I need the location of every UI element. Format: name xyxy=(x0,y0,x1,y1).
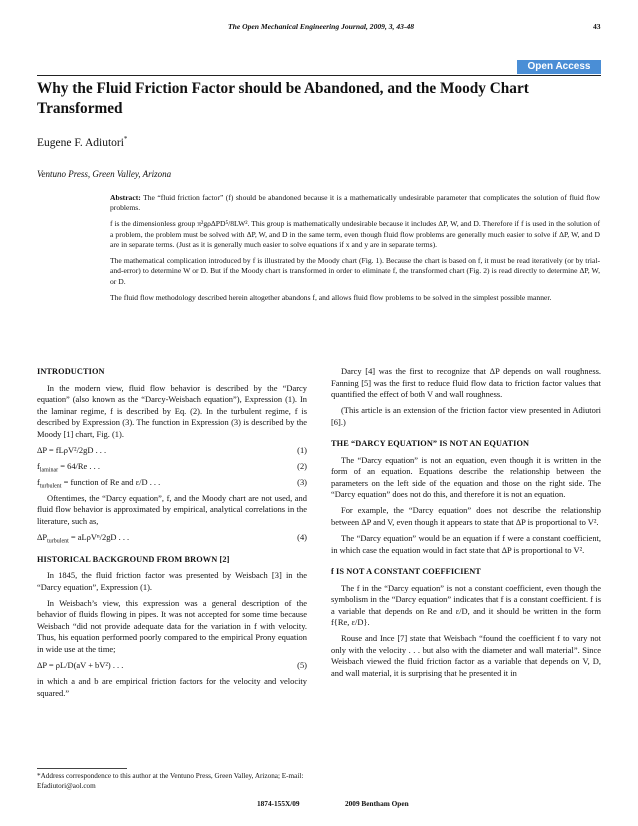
darcy-paragraph-3: The “Darcy equation” would be an equation if f were a constant coefficient, in which case the equation would in fact state that ΔP is proportional to V². xyxy=(331,533,601,555)
journal-citation: The Open Mechanical Engineering Journal, 2009, 3, 43-48 xyxy=(228,22,415,31)
history-paragraph-1: In 1845, the fluid friction factor was presented by Weisbach [3] in the “Darcy equation”, Expression (1). xyxy=(37,570,307,592)
title-top-rule xyxy=(37,75,601,76)
footnote-rule xyxy=(37,768,127,769)
equation-3: $f_{turbulent}$ = function of Re and ε/D . . . (3) xyxy=(37,476,307,490)
intro-paragraph-2: Oftentimes, the “Darcy equation”, f, and the Moody chart are not used, and fluid flow behavior is approximated by empirical, analytical correlations in the literature, such as, xyxy=(37,492,307,527)
equation-5: ΔP = ρL/D(aV + bV²) . . . (5) xyxy=(37,659,307,670)
article-title: Why the Fluid Friction Factor should be Abandoned, and the Moody Chart Transformed xyxy=(37,80,529,117)
constant-paragraph-1: The f in the “Darcy equation” is not a constant coefficient, even though the symbolism in the “Darcy equation” indicates that f is a constant coefficient. f is a variable that depends on Re and ε/D, and it should be written in the form f{Re, ε/D}. xyxy=(331,582,601,628)
equation-3-number: (3) xyxy=(297,476,307,487)
author-correspondence-mark: * xyxy=(123,135,128,144)
abstract xyxy=(110,193,600,309)
intro-paragraph-1: In the modern view, fluid flow behavior is described by the “Darcy equation” (also known as the “Darcy-Weisbach equation”), Expression (1). In the laminar regime, f is described by Eq. (2). In the turbulent regime, f is described by Expression (3). The function in Expression (3) is described by the Moody [1] chart, Fig. (1). xyxy=(37,382,307,439)
history-paragraph-3: in which a and b are empirical friction factors for the velocity and velocity squared.” xyxy=(37,676,307,698)
constant-paragraph-2: Rouse and Ince [7] state that Weisbach “found the coefficient f to vary not only with the velocity . . . but also with the diameter and wall material”. Since Weisbach viewed the fluid friction factor as a variable that depends on V, D, and wall material, it is surprising that he presented it in xyxy=(331,633,601,679)
right-column xyxy=(331,366,601,680)
issn: 1874-155X/09 xyxy=(257,799,300,808)
abstract-paragraph-2: f is the dimensionless group π²gρΔPD⁵/8LW². This group is mathematically undesirable because it includes ΔP, W, and D. Therefore if f is used in the solution of a problem, the problem must be solved with ΔP, W, and D in the same term, even though fluid flow problems are generally much easier to solve if ΔP, W, and D are in separate terms. (Just as it is generally much easier to solve equations if x and y are in separate terms). xyxy=(110,219,600,250)
section-heading-historical: HISTORICAL BACKGROUND FROM BROWN [2] xyxy=(37,554,230,564)
equation-1: ΔP = fLρV²/2gD . . . (1) xyxy=(37,444,307,455)
equation-1-number: (1) xyxy=(297,444,307,455)
section-heading-darcy: THE “DARCY EQUATION” IS NOT AN EQUATION xyxy=(331,439,530,449)
darcy-paragraph-1: The “Darcy equation” is not an equation, even though it is written in the form of an equation. Equations describe the relationship between the parameters on the left side of the equation and those on the right side. The “Darcy equation” does not do this, and therefore it is not an equation. xyxy=(331,454,601,500)
section-heading-introduction: INTRODUCTION xyxy=(37,367,105,376)
equation-4-number: (4) xyxy=(297,532,307,543)
affiliation: Ventuno Press, Green Valley, Arizona xyxy=(37,169,172,179)
abstract-paragraph-1: Abstract: The “fluid friction factor” (f) should be abandoned because it is a mathematically undesirable parameter that complicates the solution of fluid flow problems. xyxy=(110,193,600,213)
equation-2-number: (2) xyxy=(297,460,307,471)
right-paragraph-2: (This article is an extension of the friction factor view presented in Adiutori [6].) xyxy=(331,405,601,427)
page-number: 43 xyxy=(593,22,601,31)
darcy-paragraph-2: For example, the “Darcy equation” does not describe the relationship between ΔP and V, even though it appears to state that ΔP is proportional to V². xyxy=(331,505,601,528)
right-paragraph-1: Darcy [4] was the first to recognize that ΔP depends on wall roughness. Fanning [5] was the first to reduce fluid flow data to friction factor values that quantified the effect of both V and wall roughness. xyxy=(331,366,601,400)
equation-2: $f_{laminar} = 64/Re$ . . . (2) xyxy=(37,460,307,474)
abstract-paragraph-3: The mathematical complication introduced by f is illustrated by the Moody chart (Fig. 1). Because the chart is based on f, it must be read iteratively (or by trial-and-error) to determine W or D. But if the Moody chart is transformed in order to eliminate f, the transformed chart (Fig. 2) is read directly to determine ΔP, W, or D. xyxy=(110,256,600,286)
open-access-badge: Open Access xyxy=(517,60,601,74)
abstract-label: Abstract: xyxy=(110,193,141,202)
equation-4: $\Delta P_{turbulent} = aL\rho V^n/2gD$ . . . (4) xyxy=(37,532,307,545)
abstract-paragraph-4: The fluid flow methodology described herein altogether abandons f, and allows fluid flow problems to be solved in the simplest possible manner. xyxy=(110,292,552,302)
left-column xyxy=(37,366,307,699)
publisher-line: 2009 Bentham Open xyxy=(345,799,409,808)
correspondence-footnote: *Address correspondence to this author at the Ventuno Press, Green Valley, Arizona; E-mail: Efadiutori@aol.com xyxy=(37,772,304,790)
author-line xyxy=(37,137,127,149)
section-heading-constant: f IS NOT A CONSTANT COEFFICIENT xyxy=(331,567,481,577)
author-name: Eugene F. Adiutori xyxy=(37,137,124,149)
history-paragraph-2: In Weisbach’s view, this expression was a general description of the behavior of fluids flowing in pipes. It was not accepted for some time because Weisbach “did not provide adequate data for the variation in f with velocity. Thus, his equation performed poorly compared to the empirical Prony equation in wide use at the time; xyxy=(37,597,307,654)
equation-5-number: (5) xyxy=(297,659,307,670)
